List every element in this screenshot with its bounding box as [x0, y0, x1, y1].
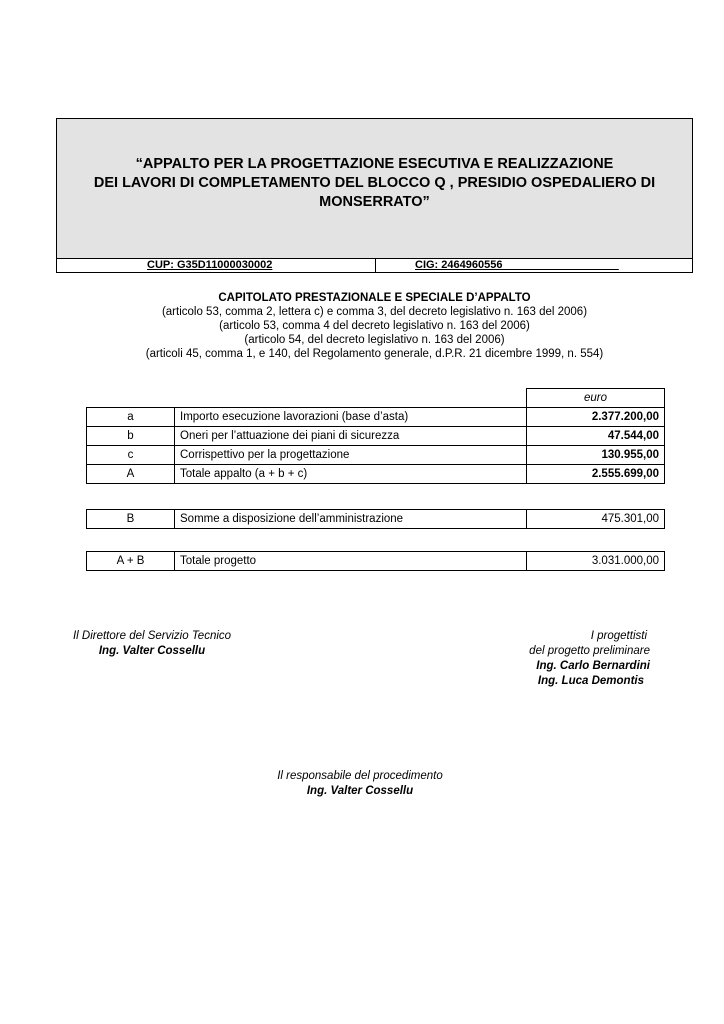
signature-role: I progettisti	[590, 630, 647, 642]
row-code: A	[87, 465, 175, 484]
somme-table	[86, 509, 665, 529]
signature-director	[66, 629, 238, 659]
title-line-1: “APPALTO PER LA PROGETTAZIONE ESECUTIVA E REALIZZAZIONE	[135, 156, 614, 172]
row-amount: 3.031.000,00	[527, 552, 665, 571]
cup-divider	[375, 259, 376, 272]
spec-line: (articolo 53, comma 2, lettera c) e comma 3, del decreto legislativo n. 163 del 2006)	[161, 306, 588, 318]
row-code: B	[87, 510, 175, 529]
table-row	[87, 408, 665, 427]
cup-code: CUP: G35D11000030002	[147, 259, 273, 271]
row-code: a	[87, 408, 175, 427]
row-desc: Oneri per l’attuazione dei piani di sicurezza	[175, 427, 527, 446]
row-code: c	[87, 446, 175, 465]
row-amount: 475.301,00	[527, 510, 665, 529]
title-line-3: MONSERRATO”	[319, 194, 430, 210]
currency-label: euro	[527, 389, 665, 408]
row-desc: Somme a disposizione dell’amministrazione	[175, 510, 527, 529]
row-desc: Importo esecuzione lavorazioni (base d’asta)	[175, 408, 527, 427]
signature-role: Il Direttore del Servizio Tecnico	[72, 630, 232, 642]
row-amount: 2.377.200,00	[527, 408, 665, 427]
document-title	[57, 155, 692, 212]
signature-name: Ing. Valter Cossellu	[306, 785, 414, 797]
title-box	[56, 118, 693, 259]
spec-line: (articoli 45, comma 1, e 140, del Regolamento generale, d.P.R. 21 dicembre 1999, n. 554)	[145, 348, 604, 360]
total-table	[86, 551, 665, 571]
table-row	[87, 510, 665, 529]
signature-role: Il responsabile del procedimento	[277, 770, 443, 782]
signature-procedure-manager	[230, 769, 490, 799]
signature-name: Ing. Carlo Bernardini	[536, 660, 650, 672]
row-desc: Corrispettivo per la progettazione	[175, 446, 527, 465]
row-code: b	[87, 427, 175, 446]
signature-role: del progetto preliminare	[529, 645, 650, 657]
spec-block	[56, 291, 693, 361]
table-row	[87, 446, 665, 465]
row-desc: Totale progetto	[175, 552, 527, 571]
spec-title: CAPITOLATO PRESTAZIONALE E SPECIALE D’APPALTO	[218, 292, 531, 304]
row-amount: 130.955,00	[527, 446, 665, 465]
row-code: A + B	[87, 552, 175, 571]
row-amount: 2.555.699,00	[527, 465, 665, 484]
spec-line: (articolo 54, del decreto legislativo n. 163 del 2006)	[244, 334, 505, 346]
cup-cig-row	[56, 259, 693, 273]
table-header-row	[87, 389, 665, 408]
cost-table	[86, 388, 665, 484]
table-row	[87, 465, 665, 484]
table-row	[87, 552, 665, 571]
signature-name: Ing. Luca Demontis	[537, 675, 644, 687]
title-line-2: DEI LAVORI DI COMPLETAMENTO DEL BLOCCO Q , PRESIDIO OSPEDALIERO DI	[93, 175, 656, 191]
signature-designers	[470, 629, 650, 689]
cig-code: CIG: 2464960556___________________	[415, 259, 619, 271]
table-row	[87, 427, 665, 446]
row-amount: 47.544,00	[527, 427, 665, 446]
signature-name: Ing. Valter Cossellu	[98, 645, 206, 657]
spec-line: (articolo 53, comma 4 del decreto legislativo n. 163 del 2006)	[219, 320, 530, 332]
row-desc: Totale appalto (a + b + c)	[175, 465, 527, 484]
